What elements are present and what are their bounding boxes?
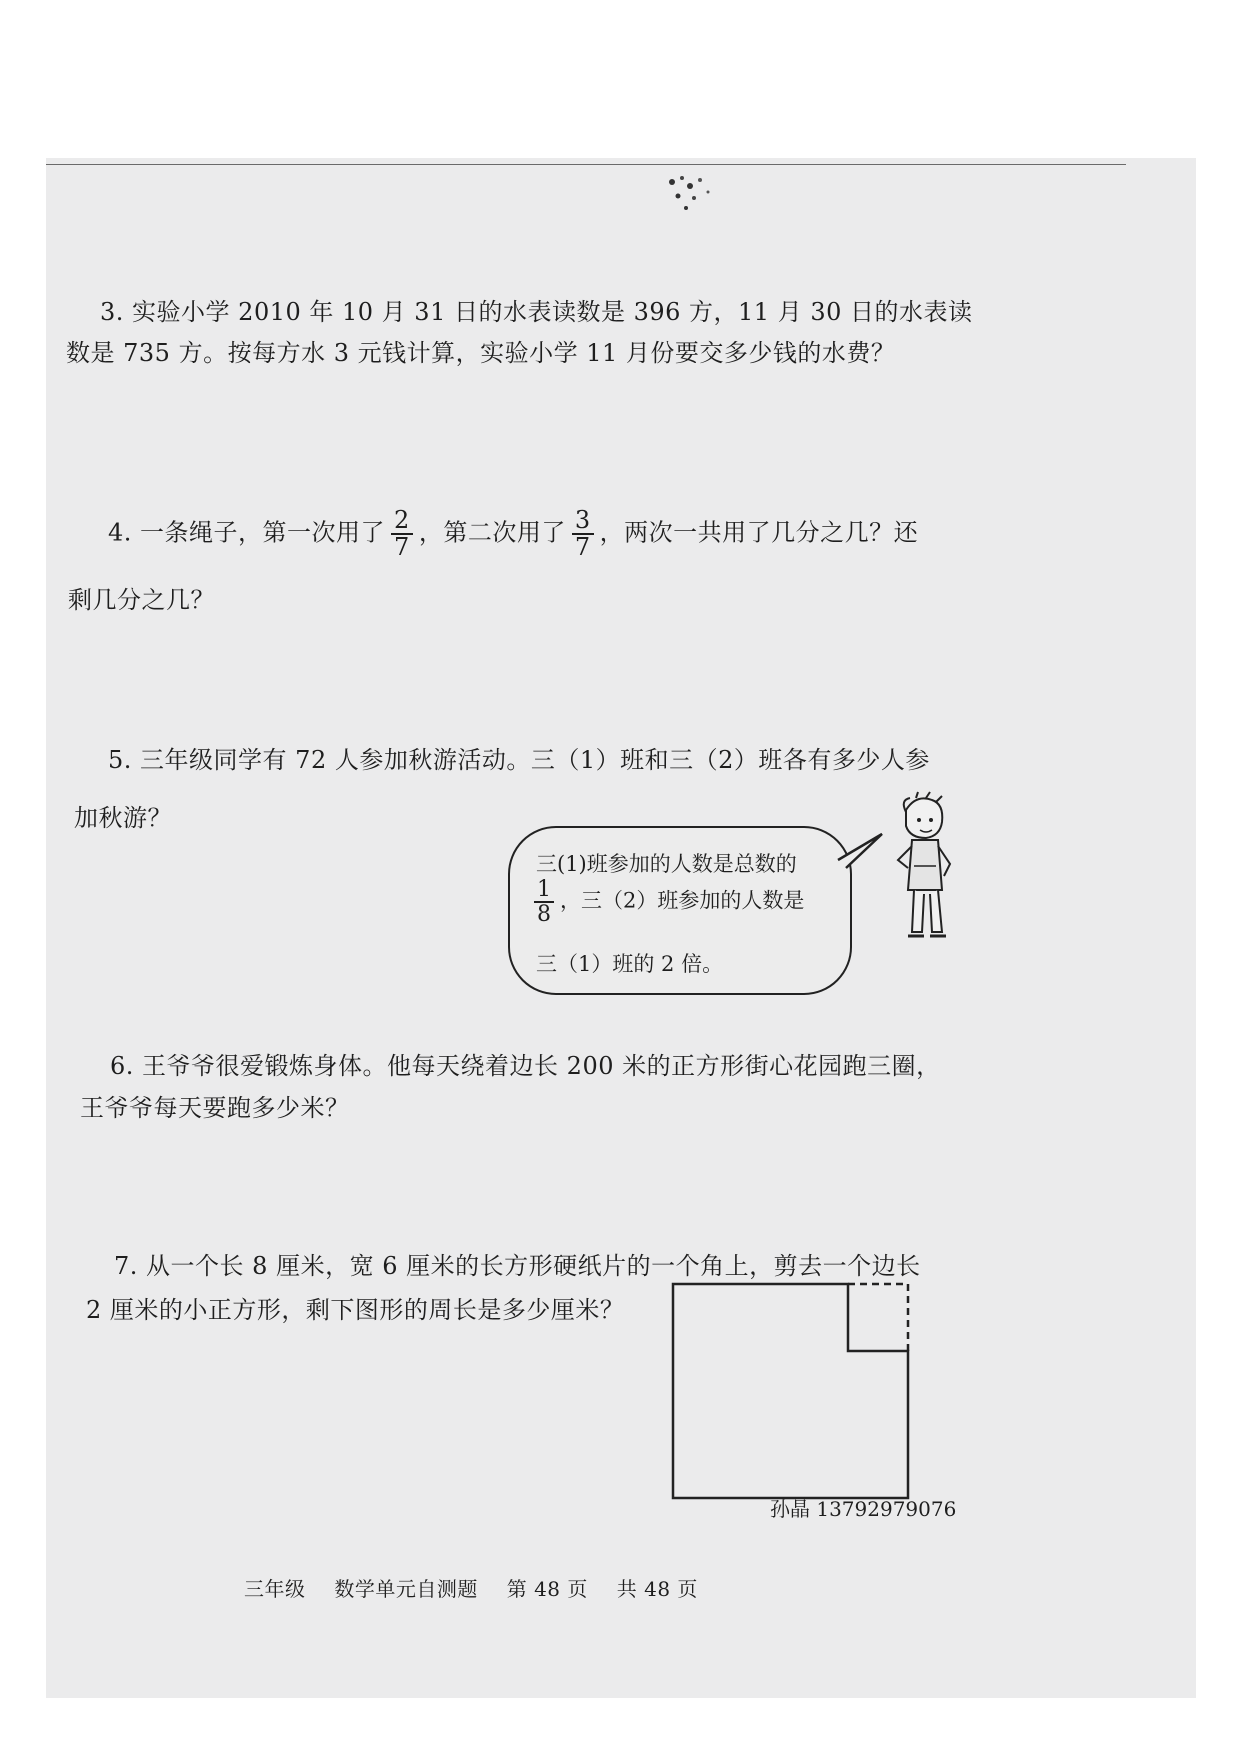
fraction-denominator: 7 <box>394 533 410 562</box>
problem-6-number: 6. <box>110 1052 134 1080</box>
problem-7-line-2: 2 厘米的小正方形，剩下图形的周长是多少厘米？ <box>86 1296 625 1324</box>
bubble-line-2-text: ，三（2）班参加的人数是 <box>560 888 805 913</box>
problem-5-number: 5. <box>108 746 132 774</box>
problem-3-line-1 <box>100 292 973 327</box>
fraction-denominator: 7 <box>574 533 591 562</box>
footer-title: 数学单元自测题 <box>334 1577 478 1601</box>
problem-4-line-1 <box>108 508 918 560</box>
fraction-2-7 <box>391 508 413 560</box>
fraction-denominator: 8 <box>537 902 551 928</box>
problem-7-number: 7. <box>114 1252 138 1280</box>
problem-6-text-1: 王爷爷很爱锻炼身体。他每天绕着边长 200 米的正方形街心花园跑三圈， <box>142 1052 941 1080</box>
bubble-line-1: 三(1)班参加的人数是总数的 <box>536 852 797 876</box>
cut-corner-rectangle-figure <box>670 1281 915 1501</box>
cartoon-boy-illustration <box>886 790 956 950</box>
problem-4-number: 4. <box>108 518 132 547</box>
contact-info: 孙晶 13792979076 <box>770 1497 957 1521</box>
top-edge-line <box>46 164 1126 165</box>
problem-7-text-1: 从一个长 8 厘米，宽 6 厘米的长方形硬纸片的一个角上，剪去一个边长 <box>146 1252 921 1280</box>
footer-page: 第 48 页 <box>506 1577 588 1601</box>
fraction-numerator: 1 <box>534 878 554 903</box>
ink-speck-cluster <box>660 168 730 218</box>
problem-3-number: 3. <box>100 298 124 326</box>
fraction-3-7 <box>572 508 594 560</box>
footer-grade: 三年级 <box>244 1577 306 1601</box>
bubble-line-2 <box>534 878 804 926</box>
problem-6-line-2: 王爷爷每天要跑多少米？ <box>80 1094 350 1122</box>
fraction-1-8 <box>534 878 554 926</box>
problem-5-line-1 <box>108 740 930 775</box>
problem-6-line-1 <box>110 1046 941 1081</box>
problem-5-line-2: 加秋游？ <box>74 804 172 832</box>
problem-4-text-a: 一条绳子，第一次用了 <box>140 518 386 547</box>
problem-7-line-1 <box>114 1246 921 1281</box>
fraction-numerator: 3 <box>572 508 594 535</box>
problem-4-line-2: 剩几分之几？ <box>68 586 215 614</box>
fraction-numerator: 2 <box>391 508 413 535</box>
page-footer <box>244 1573 720 1602</box>
problem-5-text-1: 三年级同学有 72 人参加秋游活动。三（1）班和三（2）班各有多少人参 <box>140 746 930 774</box>
problem-3-line-2: 数是 735 方。按每方水 3 元钱计算，实验小学 11 月份要交多少钱的水费？ <box>66 339 896 367</box>
problem-4-text-c: ，两次一共用了几分之几？还 <box>599 518 919 547</box>
speech-bubble-tail <box>836 830 886 870</box>
problem-4-text-b: ，第二次用了 <box>418 518 566 547</box>
problem-3-text-1: 实验小学 2010 年 10 月 31 日的水表读数是 396 方，11 月 30 日的水表读 <box>132 298 973 326</box>
footer-total: 共 48 页 <box>616 1577 698 1601</box>
bubble-line-3: 三（1）班的 2 倍。 <box>536 952 724 976</box>
